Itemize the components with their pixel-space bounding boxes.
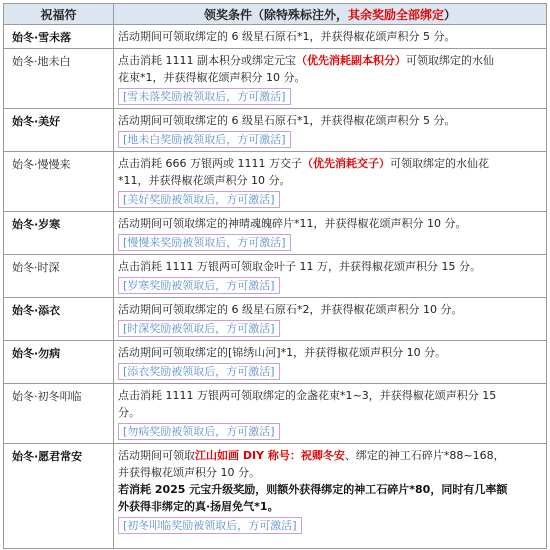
condition-line [118,447,540,464]
unlock-note: [时深奖励被领取后，方可激活] [118,320,280,337]
reward-condition [114,25,547,49]
blessing-name: 始冬·美好 [4,109,114,152]
blessing-name: 始冬·添衣 [4,298,114,341]
condition-line [118,387,540,404]
blessing-name: 始冬·勿病 [4,341,114,384]
condition-line [118,155,540,172]
reward-condition [114,255,547,298]
table-row [4,444,547,549]
reward-condition [114,212,547,255]
table-body [4,25,547,549]
condition-line [118,498,540,515]
table-row [4,109,547,152]
condition-line [118,301,540,318]
condition-text: 活动期间可领取绑定的神晴魂魄碎片*11，并获得椒花颂声积分 10 分。 [118,217,467,230]
condition-line [118,404,540,421]
unlock-note: [岁寒奖励被领取后，方可激活] [118,277,280,294]
table-row [4,212,547,255]
table-row [4,152,547,212]
unlock-note: [地未白奖励被领取后，方可激活] [118,131,291,148]
condition-line [118,464,540,481]
reward-condition [114,444,547,549]
reward-condition [114,341,547,384]
highlight-text: （优先消耗副本积分） [296,54,406,67]
condition-line [118,344,540,361]
table-row [4,25,547,49]
blessing-name: 始冬·岁寒 [4,212,114,255]
unlock-note: [雪未落奖励被领取后，方可激活] [118,88,291,105]
header-conditions-end: ） [444,7,457,22]
condition-text: 点击消耗 666 万银两或 1111 万交子 [118,157,302,170]
condition-text: 活动期间可领取绑定的[锦绣山河]*1，并获得椒花颂声积分 10 分。 [118,346,447,359]
condition-line [118,112,540,129]
header-conditions [114,4,547,25]
table-row [4,49,547,109]
condition-line [118,52,540,69]
condition-text: 活动期间可领取绑定的 6 级星石原石*2，并获得椒花颂声积分 10 分。 [118,303,463,316]
condition-text: 点击消耗 1111 副本积分或绑定元宝 [118,54,296,67]
condition-text: 分。 [118,406,140,419]
condition-text: 、绑定的神工石碎片*88~168， [344,449,505,462]
condition-text: 活动期间可领取 [118,449,195,462]
condition-text: 点击消耗 1111 万银两可领取金叶子 11 万，并获得椒花颂声积分 15 分。 [118,260,481,273]
unlock-note: [初冬叩临奖励被领取后，方可激活] [118,517,302,534]
condition-text: *11，并获得椒花颂声积分 10 分。 [118,174,291,187]
condition-text: 活动期间可领取绑定的 6 级星石原石*1，并获得椒花颂声积分 5 分。 [118,30,456,43]
bonus-text: 若消耗 2025 元宝升级奖励，则额外获得绑定的神工石碎片*80，同时有几率额 [118,483,508,496]
header-conditions-red: 其余奖励全部绑定 [347,7,444,22]
bonus-text: 外获得非绑定的真·扬眉免气*1。 [118,500,279,513]
reward-condition [114,109,547,152]
condition-text: 点击消耗 1111 万银两可领取绑定的金盏花束*1~3，并获得椒花颂声积分 15 [118,389,497,402]
table-row [4,255,547,298]
blessing-name: 始冬·雪未落 [4,25,114,49]
unlock-note: [添衣奖励被领取后，方可激活] [118,363,280,380]
blessing-name: 始冬·愿君常安 [4,444,114,549]
reward-condition [114,298,547,341]
reward-condition [114,384,547,444]
header-blessing: 祝福符 [4,4,114,25]
unlock-note: [勿病奖励被领取后，方可激活] [118,423,280,440]
unlock-note: [慢慢来奖励被领取后，方可激活] [118,234,291,251]
condition-text: 并获得椒花颂声积分 10 分。 [118,466,260,479]
table-header-row [4,4,547,25]
blessing-name: 始冬·初冬叩临 [4,384,114,444]
unlock-note: [美好奖励被领取后，方可激活] [118,191,280,208]
blessing-name: 始冬·时深 [4,255,114,298]
highlight-text: 江山如画 DIY 称号：祝卿冬安 [195,449,345,462]
condition-text: 可领取绑定的水仙花 [389,157,489,170]
header-conditions-text: 领奖条件（除特殊标注外， [203,7,348,22]
blessing-name: 始冬·慢慢来 [4,152,114,212]
condition-line [118,481,540,498]
condition-text: 活动期间可领取绑定的 6 级星石原石*1，并获得椒花颂声积分 5 分。 [118,114,456,127]
blessing-name: 始冬·地未白 [4,49,114,109]
reward-table [3,3,547,549]
table-row [4,298,547,341]
table-row [4,384,547,444]
condition-line [118,69,540,86]
reward-condition [114,152,547,212]
highlight-text: （优先消耗交子） [301,157,390,170]
reward-condition [114,49,547,109]
condition-text: 花束*1，并获得椒花颂声积分 10 分。 [118,71,306,84]
condition-text: 可领取绑定的水仙 [406,54,494,67]
condition-line [118,28,540,45]
condition-line [118,215,540,232]
condition-line [118,172,540,189]
table-row [4,341,547,384]
condition-line [118,258,540,275]
reward-table-frame [3,3,547,547]
